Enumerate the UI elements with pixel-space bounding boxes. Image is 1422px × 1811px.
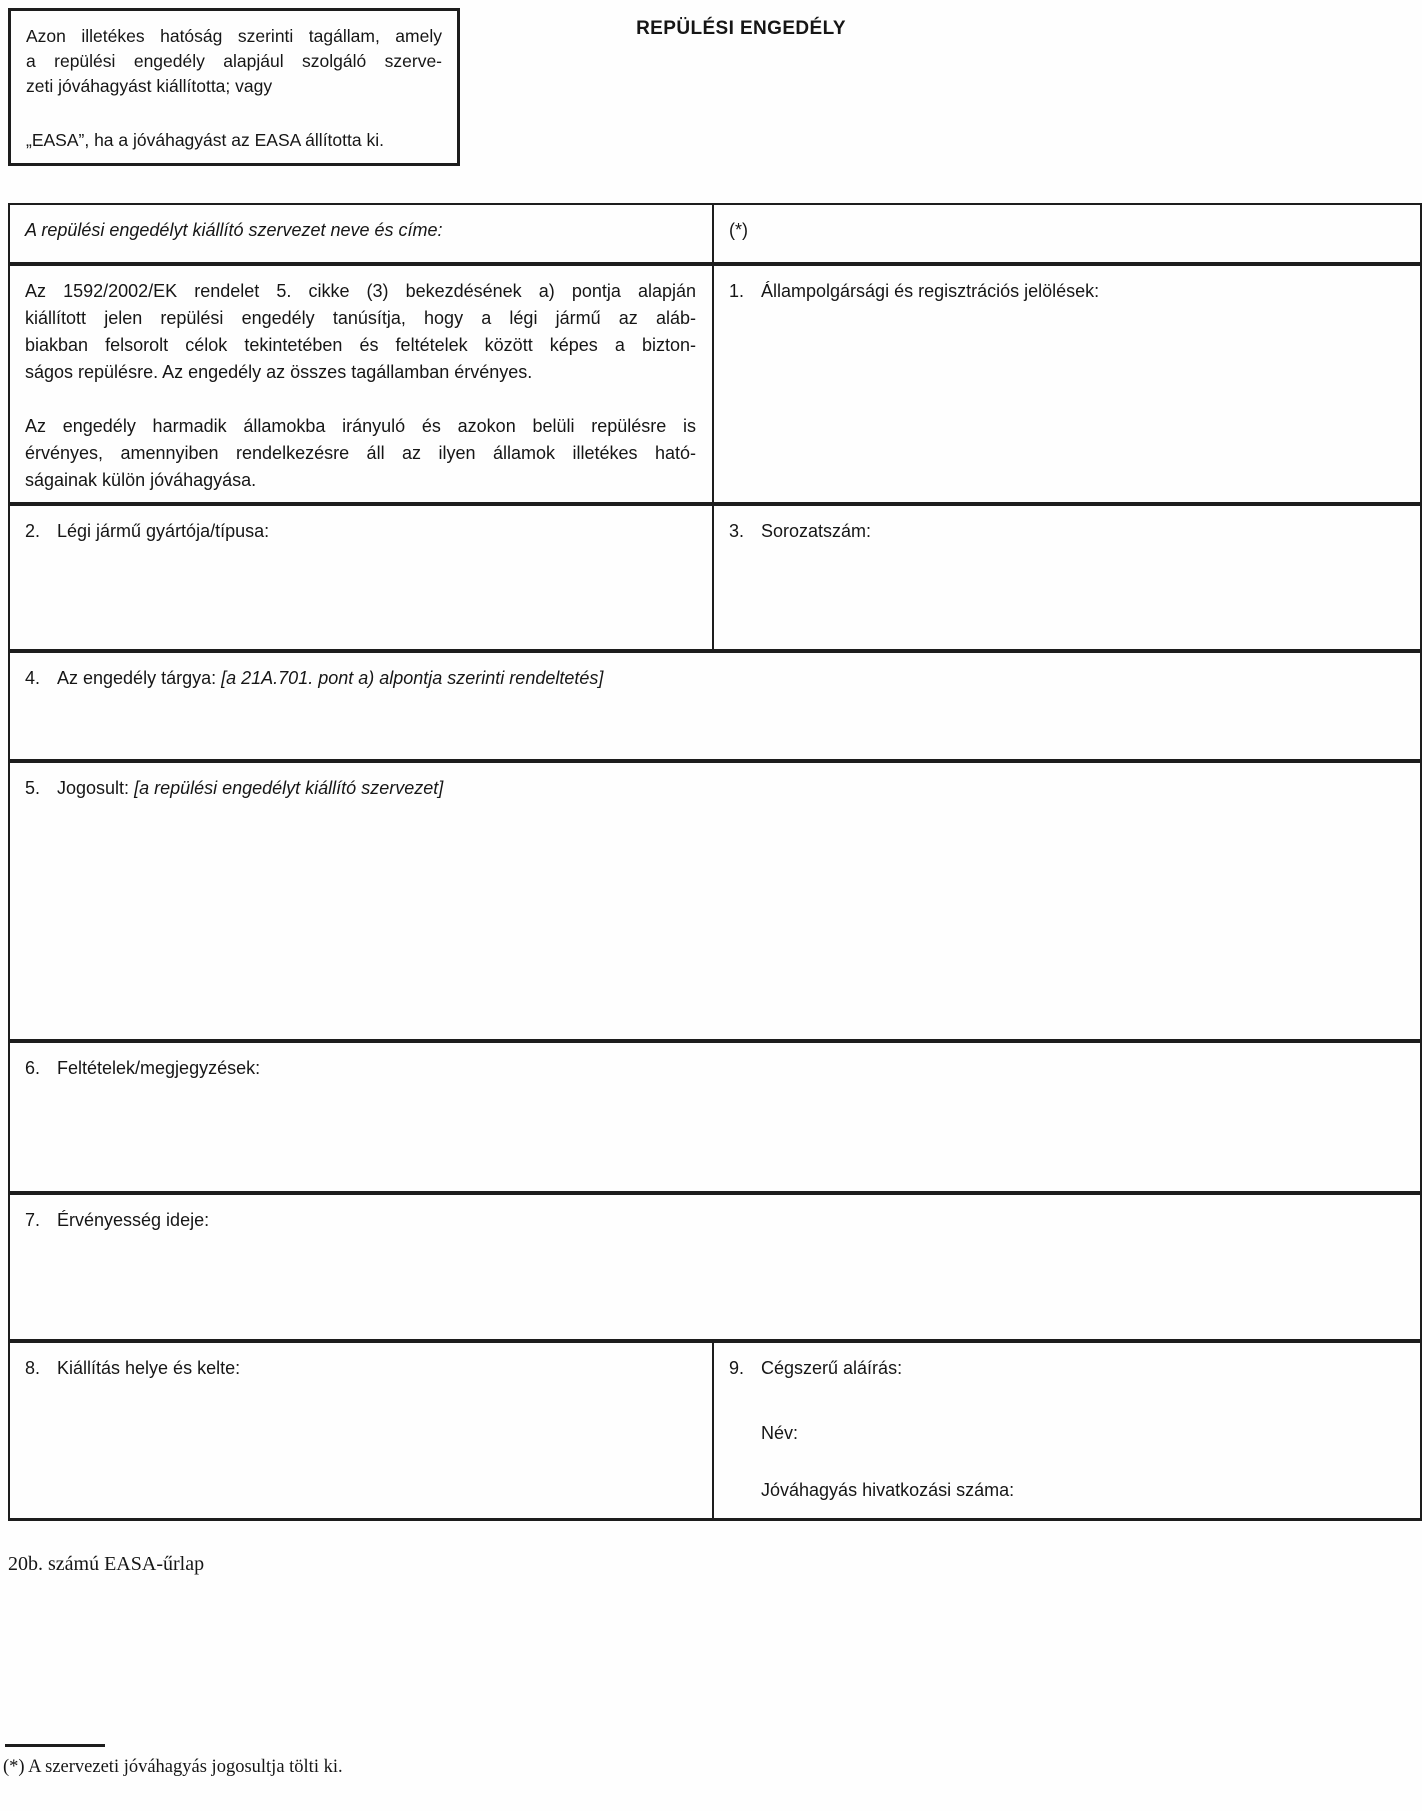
table-row-aircraft <box>9 504 1421 651</box>
field-manufacturer-type <box>25 518 696 545</box>
field-number: 4. <box>25 668 41 688</box>
table-row-conditions <box>9 1041 1421 1193</box>
field-number: 8. <box>25 1358 41 1378</box>
statement-paragraph-2 <box>25 413 696 494</box>
table-row-holder <box>9 761 1421 1041</box>
nationality-markings-cell <box>713 264 1421 504</box>
table-row-statement <box>9 264 1421 504</box>
authority-note-line: zeti jóváhagyást kiállította; vagy <box>26 76 273 96</box>
field-number: 5. <box>25 778 41 798</box>
statement-line: Az engedély harmadik államokba irányuló és azokon belüli repülésre is <box>25 416 696 436</box>
page-title: REPÜLÉSI ENGEDÉLY <box>636 18 846 39</box>
issue-place-date-cell <box>9 1341 713 1519</box>
table-row-validity <box>9 1193 1421 1341</box>
field-number: 1. <box>729 281 745 301</box>
field-hint: [a 21A.701. pont a) alpontja szerinti rendeltetés] <box>221 668 604 688</box>
field-number: 3. <box>729 521 745 541</box>
field-label: Érvényesség ideje: <box>57 1210 210 1230</box>
field-holder <box>25 775 1404 802</box>
statement-line: érvényes, amennyiben rendelkezésre áll az ilyen államok illetékes ható- <box>25 443 696 463</box>
authority-note-easa-line: „EASA”, ha a jóváhagyást az EASA állította ki. <box>26 130 384 150</box>
statement-line: biakban felsorolt célok tekintetében és feltételek között képes a bizton- <box>25 335 696 355</box>
field-number: 7. <box>25 1210 41 1230</box>
statement-line: Az 1592/2002/EK rendelet 5. cikke (3) bekezdésének a) pontja alapján <box>25 281 696 301</box>
statement-cell <box>9 264 713 504</box>
issuer-note-cell <box>713 204 1421 264</box>
conditions-cell <box>9 1041 1421 1193</box>
issuer-note-marker: (*) <box>729 220 748 240</box>
field-nationality-markings <box>729 278 1404 305</box>
field-label: Kiállítás helye és kelte: <box>57 1358 241 1378</box>
field-issue-place-date <box>25 1355 696 1382</box>
field-validity <box>25 1207 1404 1234</box>
field-label: Jogosult: <box>57 778 130 798</box>
field-conditions <box>25 1055 1404 1082</box>
approval-reference-label: Jóváhagyás hivatkozási száma: <box>761 1480 1015 1500</box>
authority-note-line: Azon illetékes hatóság szerinti tagállam, amely <box>26 26 442 46</box>
serial-number-cell <box>713 504 1421 651</box>
field-serial-number <box>729 518 1404 545</box>
statement-line: kiállított jelen repülési engedély tanúsítja, hogy a légi jármű az aláb- <box>25 308 696 328</box>
statement-line: ságainak külön jóváhagyása. <box>25 470 257 490</box>
field-label: Sorozatszám: <box>761 521 872 541</box>
issuer-name-cell <box>9 204 713 264</box>
table-row-issue-signature <box>9 1341 1421 1519</box>
holder-cell <box>9 761 1421 1041</box>
signature-cell <box>713 1341 1421 1519</box>
table-row-issuer <box>9 204 1421 264</box>
permit-form-table <box>8 203 1422 1521</box>
field-label: Légi jármű gyártója/típusa: <box>57 521 270 541</box>
field-label: Cégszerű aláírás: <box>761 1358 903 1378</box>
manufacturer-type-cell <box>9 504 713 651</box>
field-label: Állampolgársági és regisztrációs jelölések: <box>761 281 1100 301</box>
issuer-name-label: A repülési engedélyt kiállító szervezet neve és címe: <box>25 220 443 240</box>
field-label: Az engedély tárgya: <box>57 668 217 688</box>
validity-cell <box>9 1193 1421 1341</box>
field-number: 9. <box>729 1358 745 1378</box>
statement-line: ságos repülésre. Az engedély az összes tagállamban érvényes. <box>25 362 533 382</box>
field-signature <box>729 1355 1404 1382</box>
form-number: 20b. számú EASA-űrlap <box>8 1553 205 1575</box>
table-row-purpose <box>9 651 1421 761</box>
field-hint: [a repülési engedélyt kiállító szervezet] <box>134 778 444 798</box>
field-number: 6. <box>25 1058 41 1078</box>
signature-name-label: Név: <box>761 1423 799 1443</box>
field-permit-purpose <box>25 665 1404 692</box>
field-number: 2. <box>25 521 41 541</box>
field-label: Feltételek/megjegyzések: <box>57 1058 261 1078</box>
footnote-divider <box>5 1744 105 1747</box>
statement-paragraph-1 <box>25 278 696 386</box>
authority-note-line: a repülési engedély alapjául szolgáló szerve- <box>26 51 442 71</box>
footnote-text: (*) A szervezeti jóváhagyás jogosultja tölti ki. <box>3 1757 343 1777</box>
permit-purpose-cell <box>9 651 1421 761</box>
